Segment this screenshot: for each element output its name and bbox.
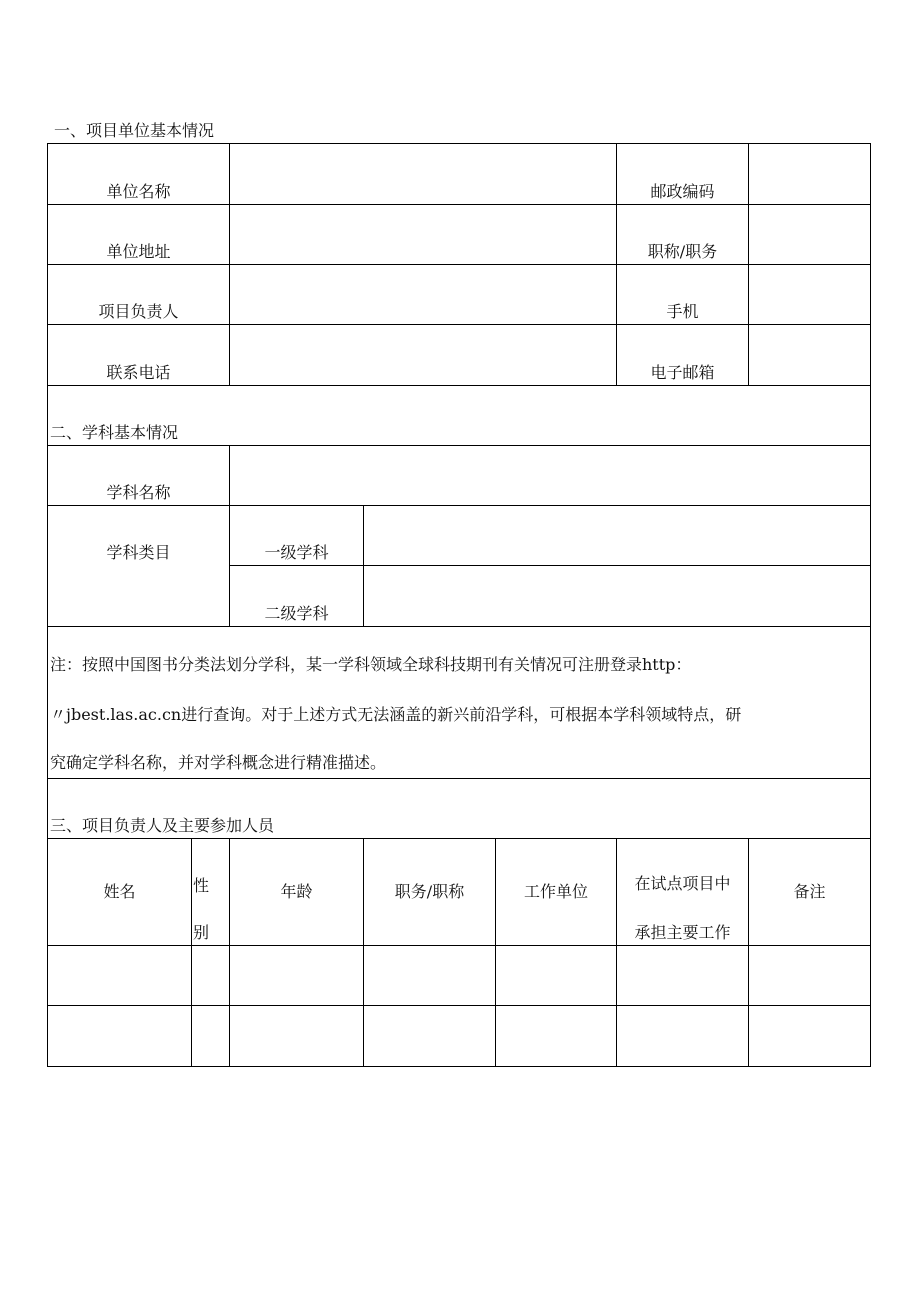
contact-phone-label: 联系电话 xyxy=(106,363,171,382)
first-level-field[interactable] xyxy=(364,506,870,565)
table-row-2-workplace[interactable] xyxy=(496,1006,616,1066)
table-border-right xyxy=(870,143,871,1067)
row-divider xyxy=(47,626,871,627)
col-name-header: 姓名 xyxy=(103,882,136,901)
project-leader-label: 项目负责人 xyxy=(98,302,179,321)
col-divider xyxy=(616,143,617,385)
table-row-2-age[interactable] xyxy=(230,1006,363,1066)
table-row-2-remarks[interactable] xyxy=(749,1006,870,1066)
table-border-bottom xyxy=(47,1066,871,1067)
section1-title: 一、项目单位基本情况 xyxy=(54,121,215,140)
first-level-label: 一级学科 xyxy=(264,543,329,562)
table-row-1-workplace[interactable] xyxy=(496,946,616,1005)
second-level-field[interactable] xyxy=(364,566,870,626)
mobile-label: 手机 xyxy=(666,302,699,321)
table-row-2-gender[interactable] xyxy=(192,1006,229,1066)
title-position-label: 职称/职务 xyxy=(647,242,718,261)
email-field[interactable] xyxy=(749,325,870,385)
col-age-header: 年龄 xyxy=(280,882,313,901)
unit-address-field[interactable] xyxy=(230,205,616,264)
contact-phone-field[interactable] xyxy=(230,325,616,385)
unit-address-label: 单位地址 xyxy=(106,242,171,261)
table-row-1-role[interactable] xyxy=(617,946,748,1005)
table-row-1-remarks[interactable] xyxy=(749,946,870,1005)
discipline-category-label: 学科类目 xyxy=(106,543,171,562)
note-line-2: 〃jbest.las.ac.cn进行查询。对于上述方式无法涵盖的新兴前沿学科，可根据本学科领域特点，研 xyxy=(50,705,742,724)
second-level-label: 二级学科 xyxy=(264,604,329,623)
col-workplace-header: 工作单位 xyxy=(523,882,588,901)
section2-title: 二、学科基本情况 xyxy=(50,423,179,442)
table-row-1-name[interactable] xyxy=(48,946,191,1005)
table-row-2-position[interactable] xyxy=(364,1006,495,1066)
discipline-name-field[interactable] xyxy=(230,446,870,505)
unit-name-label: 单位名称 xyxy=(106,182,171,201)
col-gender-header-1: 性 xyxy=(193,876,210,895)
postal-code-field[interactable] xyxy=(749,144,870,204)
table-row-2-name[interactable] xyxy=(48,1006,191,1066)
row-divider xyxy=(47,778,871,779)
col-role-header-1: 在试点项目中 xyxy=(634,874,731,893)
table-border-left xyxy=(47,143,48,1067)
note-line-1: 注：按照中国图书分类法划分学科，某一学科领域全球科技期刊有关情况可注册登录http： xyxy=(50,655,692,674)
col-role-header-2: 承担主要工作 xyxy=(634,923,731,942)
table-row-1-position[interactable] xyxy=(364,946,495,1005)
unit-name-field[interactable] xyxy=(230,144,616,204)
project-leader-field[interactable] xyxy=(230,265,616,324)
table-row-1-age[interactable] xyxy=(230,946,363,1005)
email-label: 电子邮箱 xyxy=(650,363,715,382)
section3-title: 三、项目负责人及主要参加人员 xyxy=(50,816,275,835)
table-row-2-role[interactable] xyxy=(617,1006,748,1066)
mobile-field[interactable] xyxy=(749,265,870,324)
col-position-header: 职务/职称 xyxy=(394,882,465,901)
table-row-1-gender[interactable] xyxy=(192,946,229,1005)
col-remarks-header: 备注 xyxy=(793,882,826,901)
note-line-3: 究确定学科名称，并对学科概念进行精准描述。 xyxy=(50,753,387,772)
discipline-name-label: 学科名称 xyxy=(106,483,171,502)
title-position-field[interactable] xyxy=(749,205,870,264)
col-gender-header-2: 别 xyxy=(193,923,210,942)
postal-code-label: 邮政编码 xyxy=(650,182,715,201)
row-divider xyxy=(47,385,871,386)
